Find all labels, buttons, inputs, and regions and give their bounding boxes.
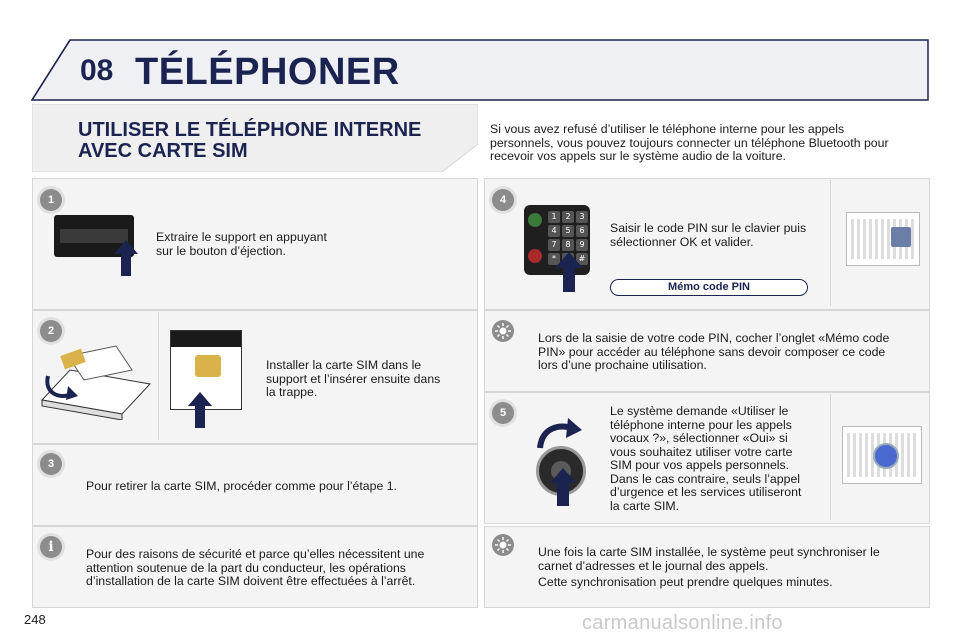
keypad-key: 6 bbox=[576, 225, 588, 237]
call-icon bbox=[528, 213, 542, 227]
step5-badge: 5 bbox=[492, 402, 514, 424]
step3-badge: 3 bbox=[40, 453, 62, 475]
tip2-text: Une fois la carte SIM installée, le système peut synchroniser le carnet d’adresses et le journal des appels. bbox=[538, 545, 880, 573]
step4-text: Saisir le code PIN sur le clavier puis sélectionner OK et valider. bbox=[610, 221, 807, 249]
insert-arrow-icon bbox=[188, 392, 212, 428]
info-text: Pour des raisons de sécurité et parce qu’elles nécessitent une attention soutenue de la part du conducteur, les opérations d’installation de la carte SIM doivent être effectuées à l’arrêt. bbox=[86, 547, 425, 588]
step1-badge: 1 bbox=[40, 189, 62, 211]
keypad-key: * bbox=[548, 253, 560, 265]
step5-text: Le système demande «Utiliser le téléphone interne pour les appels vocaux ?», sélectionner «Oui» si vous souhaitez utiliser votre carte SIM pour vos appels personnels. Dans le cas contraire, seuls l’appel d’urgence et les services utiliseront la carte SIM. bbox=[610, 404, 802, 513]
section-title-line2: AVEC CARTE SIM bbox=[78, 140, 248, 162]
step4-badge: 4 bbox=[492, 189, 514, 211]
keypad-key: 3 bbox=[576, 211, 588, 223]
step2-badge: 2 bbox=[40, 320, 62, 342]
keypad-key: # bbox=[576, 253, 588, 265]
radio-unit-knob-image bbox=[842, 426, 922, 484]
sim-tray-illustration bbox=[38, 340, 154, 420]
page-number: 248 bbox=[24, 612, 46, 627]
step3-text: Pour retirer la carte SIM, procéder comme pour l’étape 1. bbox=[86, 479, 397, 493]
step4-divider bbox=[830, 180, 831, 306]
keypad-key: 4 bbox=[548, 225, 560, 237]
step1-text: Extraire le support en appuyant sur le bouton d’éjection. bbox=[156, 230, 327, 258]
intro-text: Si vous avez refusé d’utiliser le téléphone interne pour les appels personnels, vous pouvez toujours connecter un téléphone Bluetooth pour recevoir vos appels sur le système audio de la voiture. bbox=[490, 122, 889, 163]
tip2-text-2: Cette synchronisation peut prendre quelques minutes. bbox=[538, 575, 833, 589]
watermark: carmanualsonline.info bbox=[582, 612, 783, 634]
tip1-text: Lors de la saisie de votre code PIN, cocher l’onglet «Mémo code PIN» pour accéder au téléphone sans devoir composer ce code lors d’une prochaine utilisation. bbox=[538, 331, 890, 372]
section-title-line1: UTILISER LE TÉLÉPHONE INTERNE bbox=[78, 119, 422, 141]
memo-pin-tab[interactable]: Mémo code PIN bbox=[610, 279, 808, 296]
tip-sun-icon bbox=[492, 320, 514, 342]
keypad-key: 2 bbox=[562, 211, 574, 223]
keypad-key: 1 bbox=[548, 211, 560, 223]
chapter-title: TÉLÉPHONER bbox=[135, 51, 400, 93]
hangup-icon bbox=[528, 249, 542, 263]
eject-arrow-icon bbox=[114, 240, 138, 276]
step2-text: Installer la carte SIM dans le support et l’insérer ensuite dans la trappe. bbox=[266, 358, 441, 399]
knob-press-arrow-icon bbox=[550, 468, 576, 506]
keypad-key: 8 bbox=[562, 239, 574, 251]
radio-unit-image bbox=[846, 212, 920, 266]
section-title bbox=[78, 120, 421, 162]
step5-divider bbox=[830, 394, 831, 520]
keypad-key: 9 bbox=[576, 239, 588, 251]
tip-sun-icon-2 bbox=[492, 534, 514, 556]
step2-divider bbox=[158, 312, 159, 440]
chapter-number: 08 bbox=[80, 54, 114, 87]
keypad-key: 5 bbox=[562, 225, 574, 237]
keypad-key: 7 bbox=[548, 239, 560, 251]
info-icon: i bbox=[40, 536, 62, 558]
press-arrow-icon bbox=[555, 252, 583, 292]
